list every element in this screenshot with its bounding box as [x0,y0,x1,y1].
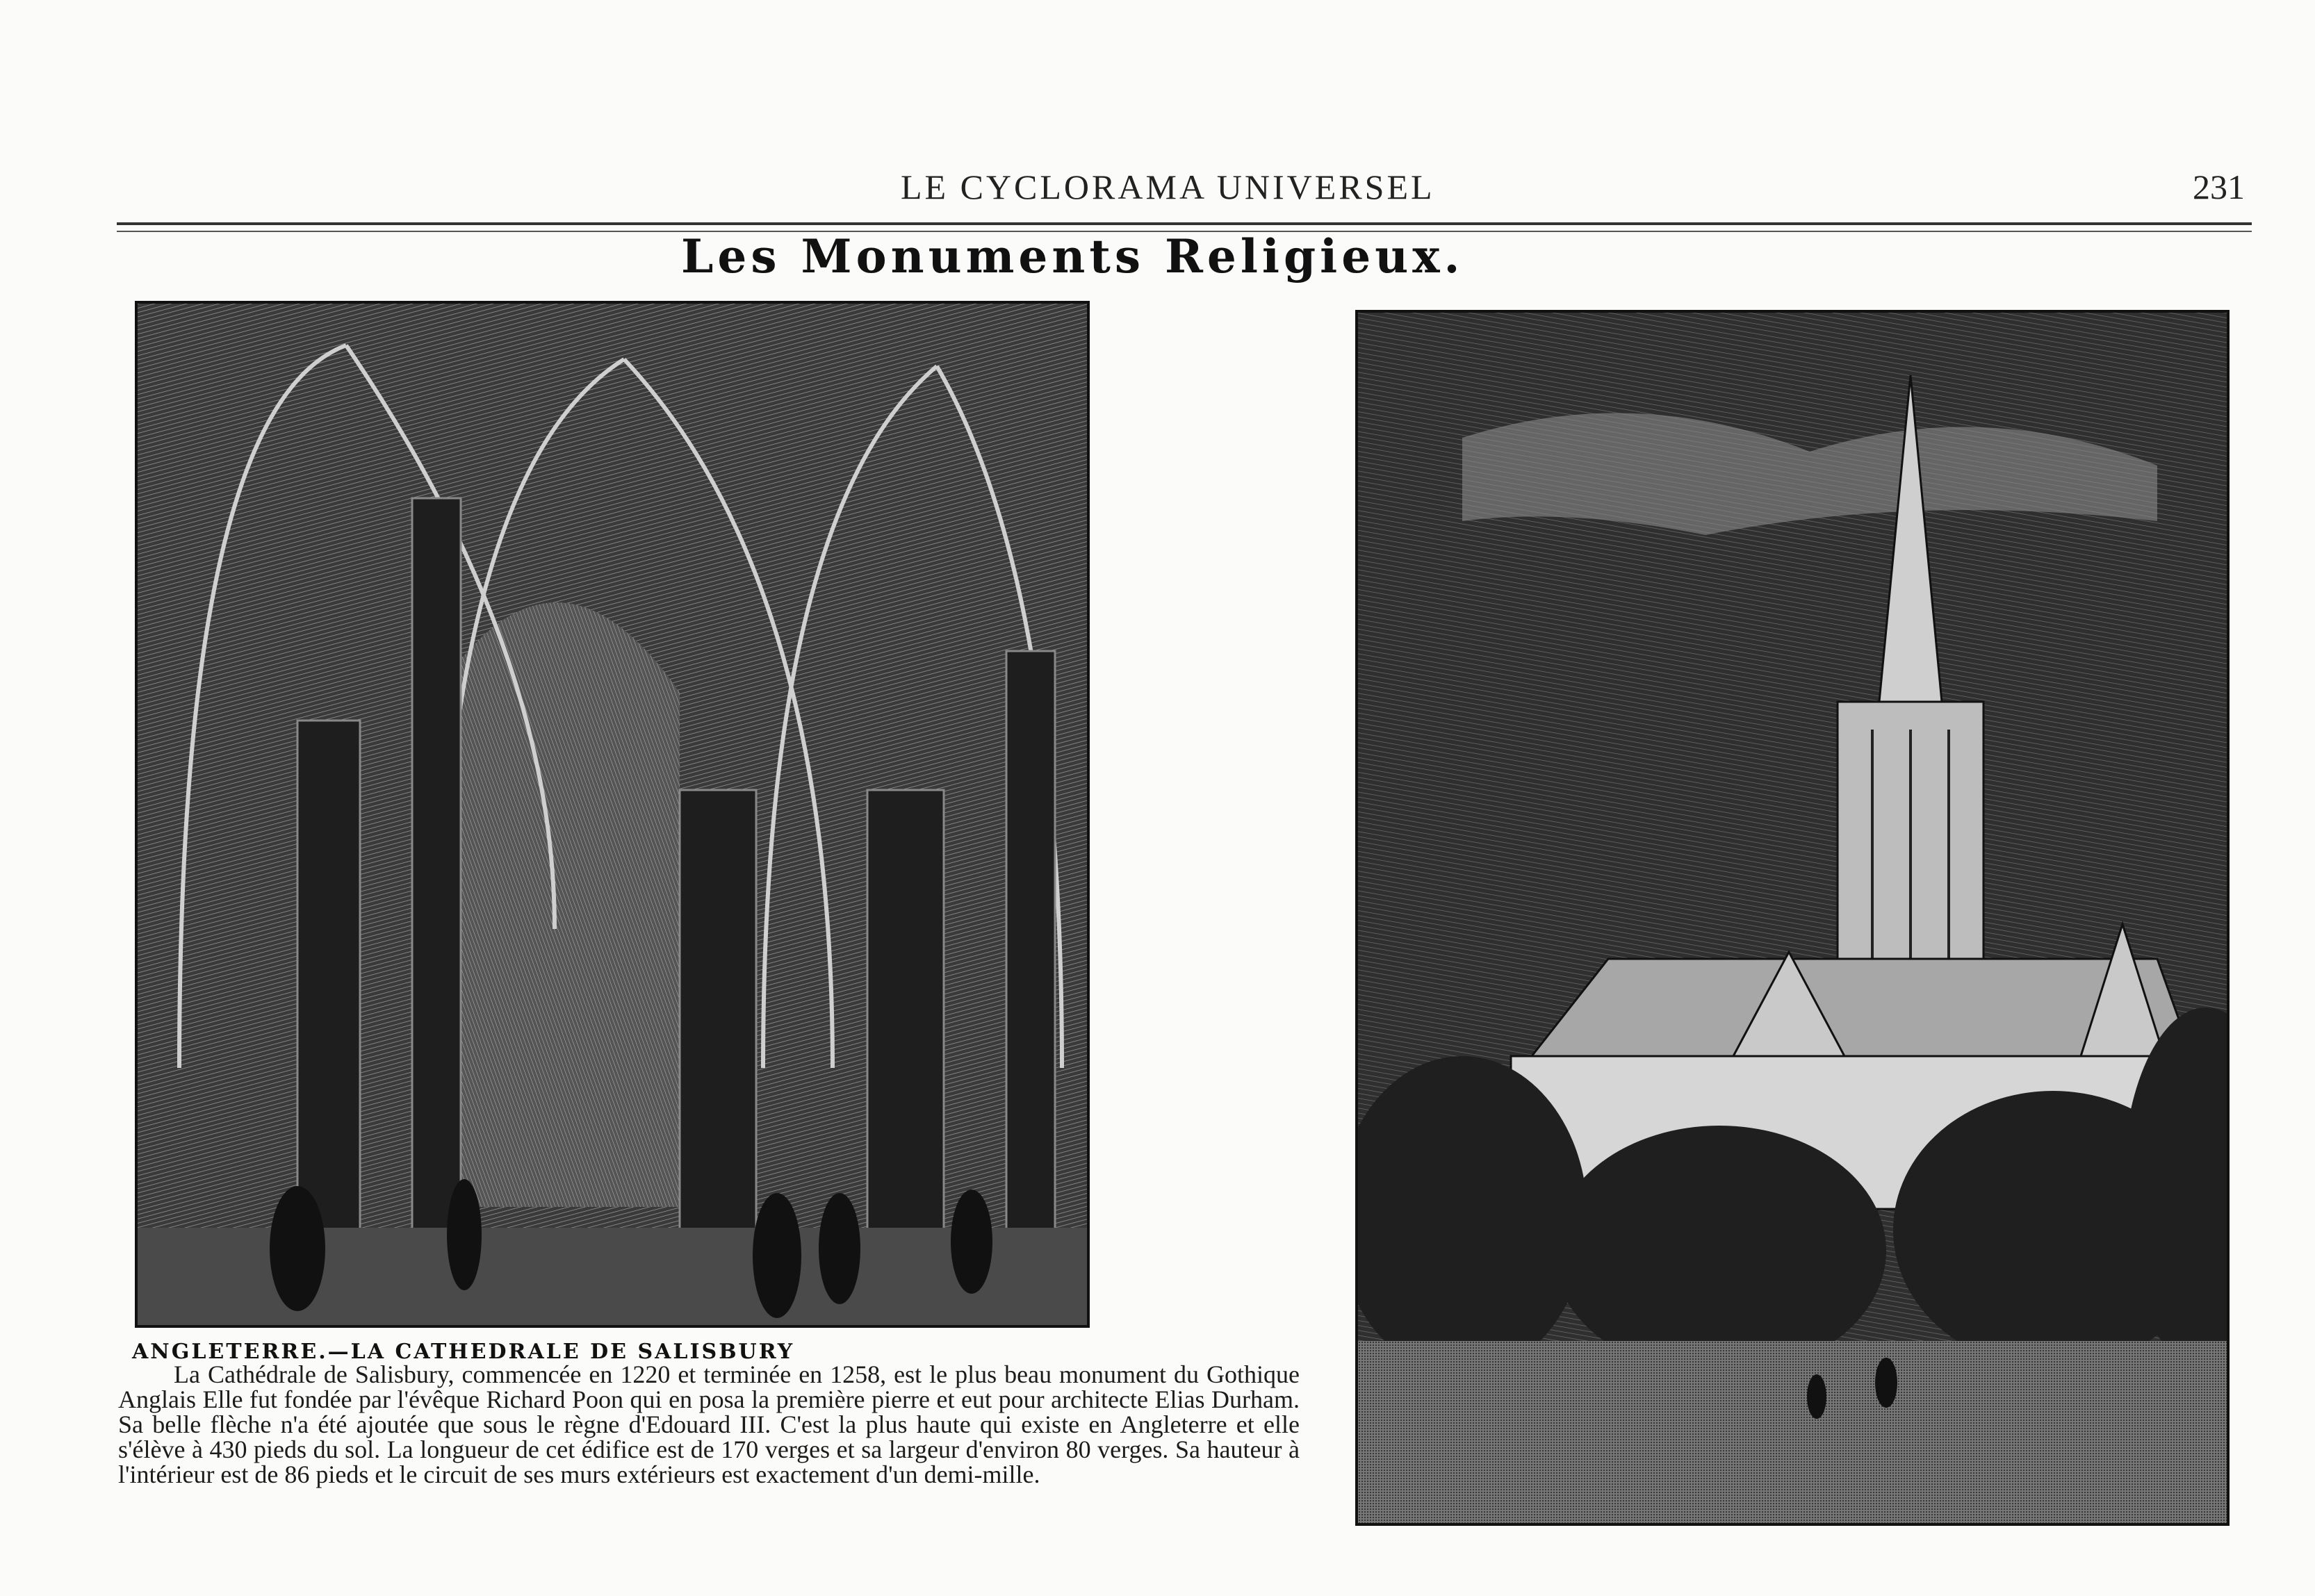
section-title: Les Monuments Religieux. [681,229,1464,283]
cathedral-interior-engraving [135,301,1090,1328]
running-header-title: LE CYCLORAMA UNIVERSEL [901,167,1435,206]
cathedral-interior-drawing [138,304,1087,1325]
article-body: La Cathédrale de Salisbury, commencée en 1220 et terminée en 1258, est le plus beau monument du Gothique Anglais Elle fut fondée par l'évêque Richard Poon qui en posa la première pierre et eut pour architecte Elias Durham. Sa belle flèche n'a été ajoutée que sous le règne d'Edouard III. C'est la plus haute qui existe en Angleterre et elle s'élève à 430 pieds du sol. La longueur de cet édifice est de 170 verges et sa largeur d'environ 80 verges. Sa hauteur à l'intérieur est de 86 pieds et le circuit de ses murs extérieurs est exactement d'un demi-mille. [118,1360,1300,1488]
page-number: 231 [2193,167,2245,206]
cathedral-exterior-engraving [1355,310,2230,1526]
header-rule [117,222,2252,225]
cathedral-exterior-drawing [1358,313,2227,1523]
figure-caption: ANGLETERRE.—LA CATHEDRALE DE SALISBURY [132,1340,795,1364]
